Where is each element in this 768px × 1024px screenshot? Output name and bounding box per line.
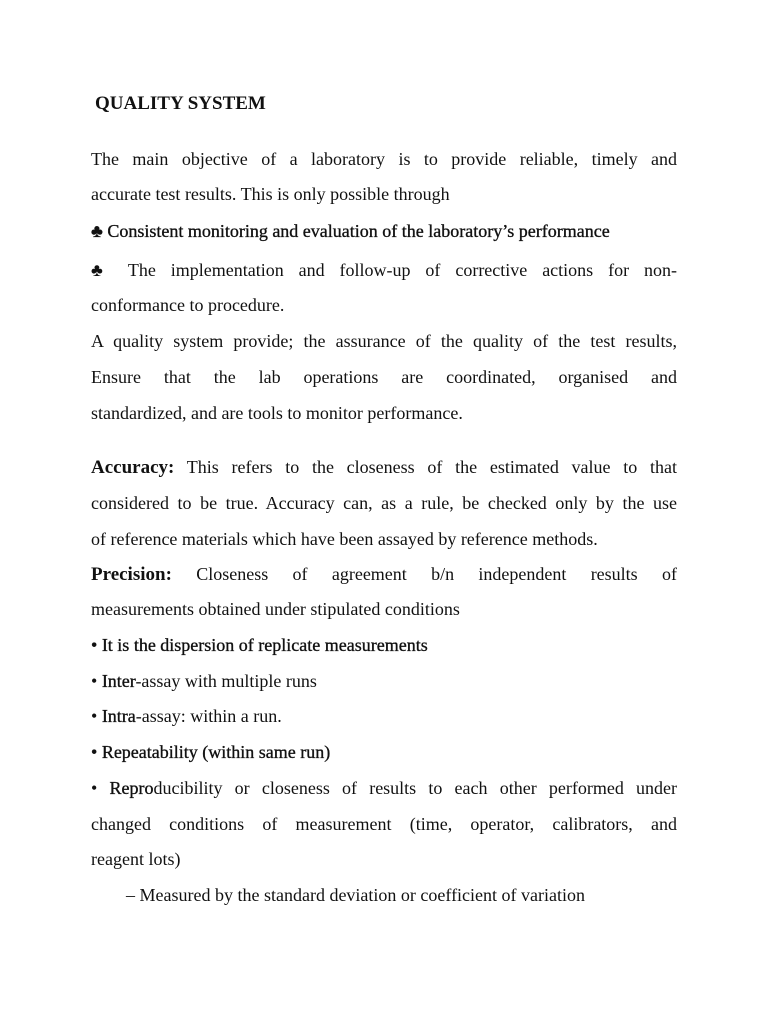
bullet-text: It is the dispersion of replicate measurements bbox=[101, 635, 428, 655]
accuracy-line-3: of reference materials which have been assayed by reference methods. bbox=[91, 529, 598, 549]
precision-definition: Closeness of agreement b/n independent results of bbox=[196, 564, 677, 584]
accuracy-term: Accuracy: bbox=[91, 457, 175, 478]
club-icon: ♣ bbox=[91, 260, 114, 280]
accuracy-definition: This refers to the closeness of the estimated value to that bbox=[186, 457, 677, 477]
club-item-corrective-line-2: conformance to procedure. bbox=[91, 295, 285, 315]
bullet-intra-assay bbox=[91, 705, 677, 727]
bullet-icon: • bbox=[91, 742, 98, 762]
precision-term: Precision: bbox=[91, 564, 172, 585]
club-item-corrective bbox=[91, 259, 677, 281]
page-title: QUALITY SYSTEM bbox=[95, 93, 266, 114]
bullet-text: -assay: within a run. bbox=[135, 706, 282, 726]
bullet-icon: • bbox=[91, 778, 98, 798]
bullet-reproducibility-line-2: changed conditions of measurement (time, operator, calibrators, and bbox=[91, 814, 677, 834]
measured-note: – Measured by the standard deviation or coefficient of variation bbox=[126, 885, 586, 905]
accuracy-line-2: considered to be true. Accuracy can, as a rule, be checked only by the use bbox=[91, 493, 677, 513]
bullet-text: Repeatability (within same run) bbox=[101, 742, 331, 762]
bullet-icon: • bbox=[91, 706, 98, 726]
bullet-prefix: Repro bbox=[109, 778, 154, 798]
club-item-monitoring bbox=[91, 220, 677, 242]
bullet-text: ducibility or closeness of results to each other performed under bbox=[153, 778, 678, 798]
bullet-inter-assay bbox=[91, 670, 677, 692]
bullet-prefix: Intra bbox=[101, 706, 136, 726]
bullet-text: -assay with multiple runs bbox=[135, 671, 317, 691]
intro-line-1: The main objective of a laboratory is to provide reliable, timely and bbox=[91, 149, 677, 169]
quality-system-line-3: standardized, and are tools to monitor performance. bbox=[91, 403, 463, 423]
bullet-repeatability bbox=[91, 741, 677, 763]
bullet-icon: • bbox=[91, 671, 98, 691]
bullet-icon: • bbox=[91, 635, 98, 655]
club-item-text: Consistent monitoring and evaluation of the laboratory’s performance bbox=[107, 221, 610, 241]
bullet-prefix: Inter bbox=[101, 671, 136, 691]
intro-line-2: accurate test results. This is only possible through bbox=[91, 184, 450, 204]
precision-line-1 bbox=[91, 563, 677, 585]
precision-line-2: measurements obtained under stipulated conditions bbox=[91, 599, 460, 619]
club-item-text: The implementation and follow-up of corrective actions for non- bbox=[127, 260, 677, 280]
bullet-reproducibility bbox=[91, 777, 677, 799]
bullet-dispersion bbox=[91, 634, 677, 656]
accuracy-line-1 bbox=[91, 456, 677, 478]
club-icon: ♣ bbox=[91, 221, 103, 241]
bullet-reproducibility-line-3: reagent lots) bbox=[91, 849, 181, 869]
quality-system-line-1: A quality system provide; the assurance of the quality of the test results, bbox=[91, 331, 677, 351]
quality-system-line-2: Ensure that the lab operations are coordinated, organised and bbox=[91, 367, 677, 387]
